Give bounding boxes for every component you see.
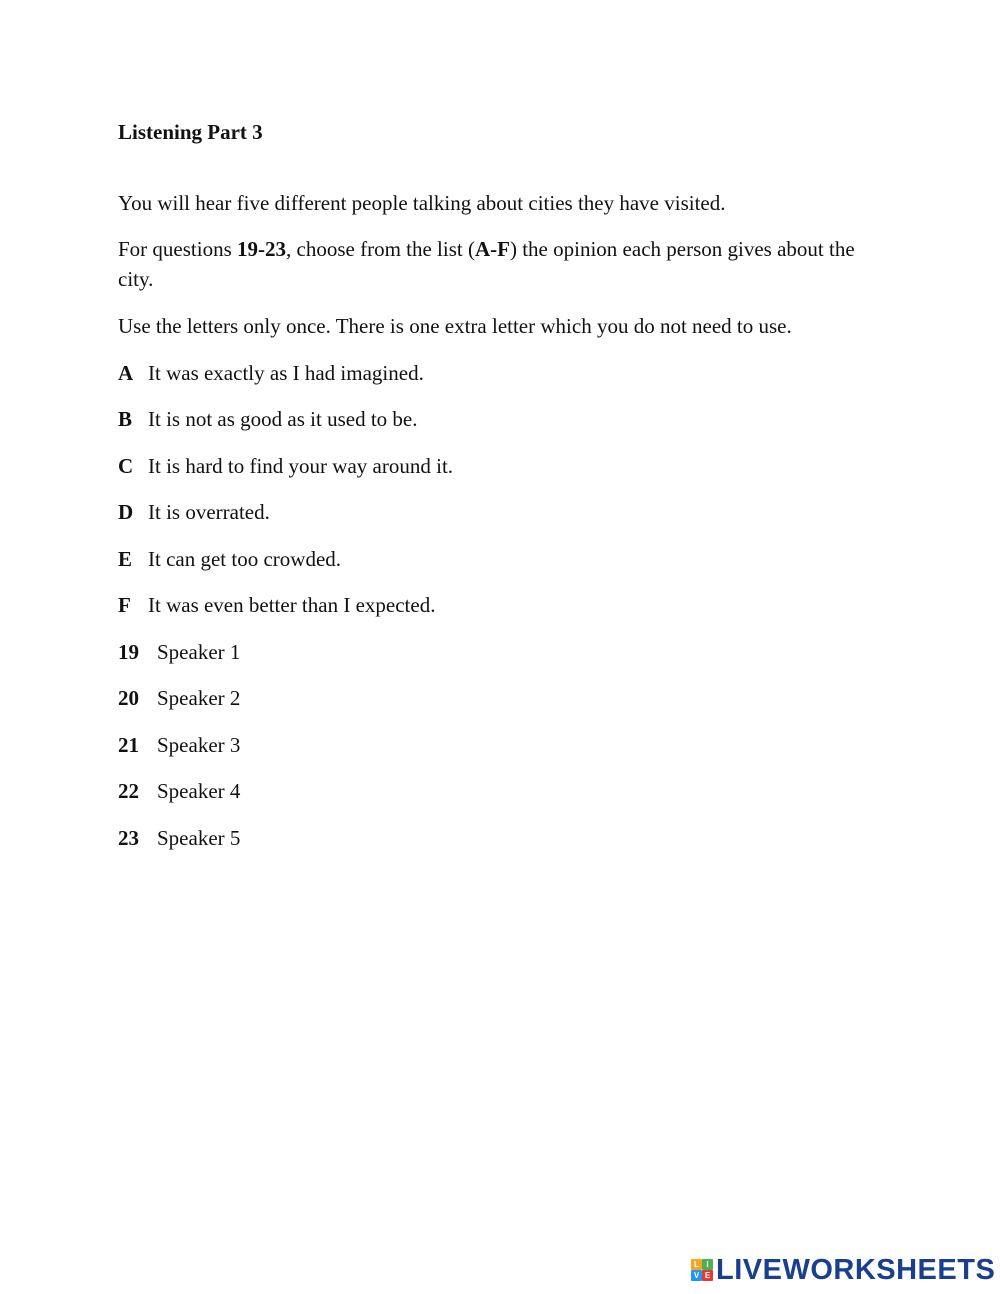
option-letter: D [118, 500, 134, 524]
instruction-middle: , choose from the list ( [286, 237, 475, 261]
question-label: Speaker 1 [157, 640, 241, 664]
intro-text: You will hear five different people talking about cities they have visited. [118, 191, 726, 215]
note-text: Use the letters only once. There is one extra letter which you do not need to use. [118, 314, 792, 338]
question-number: 21 [118, 733, 139, 757]
option-text: It can get too crowded. [148, 547, 342, 571]
question-item [118, 776, 240, 806]
logo-icon-cell: V [691, 1270, 702, 1281]
logo-icon-cell: I [702, 1259, 713, 1270]
option-text: It is hard to find your way around it. [148, 454, 454, 478]
option-item [118, 358, 424, 388]
option-text: It is not as good as it used to be. [148, 407, 418, 431]
question-label: Speaker 3 [157, 733, 241, 757]
option-item [118, 590, 435, 620]
question-label: Speaker 4 [157, 779, 241, 803]
logo-icon-cell: E [702, 1270, 713, 1281]
instruction-text [118, 234, 858, 294]
option-letter: A [118, 361, 134, 385]
option-text: It was even better than I expected. [148, 593, 436, 617]
page-title: Listening Part 3 [118, 120, 263, 144]
option-range: A-F [474, 237, 510, 261]
question-number: 20 [118, 686, 139, 710]
question-number: 19 [118, 640, 139, 664]
question-number: 22 [118, 779, 139, 803]
question-number: 23 [118, 826, 139, 850]
logo-icon-cell: L [691, 1259, 702, 1270]
option-letter: F [118, 593, 131, 617]
option-letter: E [118, 547, 133, 571]
option-letter: C [118, 454, 134, 478]
question-label: Speaker 2 [157, 686, 241, 710]
logo-text: LIVEWORKSHEETS [716, 1254, 996, 1286]
instruction-prefix: For questions [118, 237, 238, 261]
option-item [118, 404, 417, 434]
question-range: 19-23 [237, 237, 287, 261]
option-item [118, 451, 453, 481]
question-item [118, 823, 240, 853]
question-item [118, 683, 240, 713]
option-text: It was exactly as I had imagined. [148, 361, 424, 385]
option-item [118, 544, 341, 574]
option-item [118, 497, 270, 527]
question-label: Speaker 5 [157, 826, 241, 850]
question-item [118, 637, 240, 667]
question-item [118, 730, 240, 760]
instruction-suffix: ) the opinion each person gives about the city. [118, 237, 855, 291]
liveworksheets-logo [691, 1254, 995, 1286]
option-text: It is overrated. [148, 500, 270, 524]
option-letter: B [118, 407, 133, 431]
liveworksheets-logo-icon [691, 1259, 713, 1281]
